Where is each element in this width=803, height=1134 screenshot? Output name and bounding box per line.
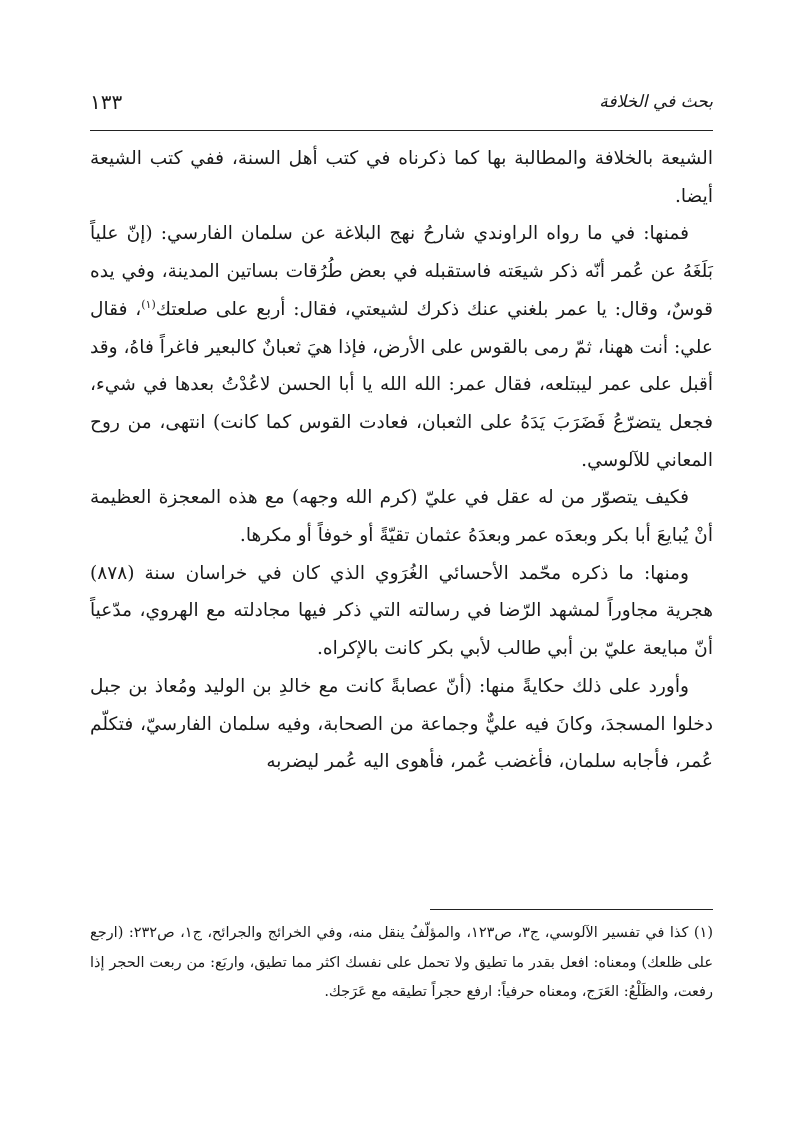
- footnote: (١) كذا في تفسير الآلوسي، ج٣، ص١٢٣، والمؤلّفُ ينقل منه، وفي الخرائج والجرائح، ج١، ص٢٣٢: (ارجع على ظلعك) ومعناه: افعل بقدر ما تطيق ولا تحمل على نفسك اكثر مما تطيق، واربَع: من ربعت الحجر إذا رفعت، والظَلْعُ: العَرَج، ومعناه حرفياً: ارفع حجراً تطيقه مع عَرَجك.: [90, 925, 713, 1000]
- main-text: [90, 140, 713, 781]
- paragraph-2: [90, 215, 713, 479]
- footnote-divider: [430, 909, 713, 910]
- running-title: بحث في الخلافة: [599, 92, 713, 112]
- paragraph-3: فكيف يتصوّر من له عقل في عليّ (كرم الله وجهه) مع هذه المعجزة العظيمة أنْ يُبايعَ أبا بكر وبعدَه عمر وبعدَهُ عثمان تقيّةً أو خوفاً أو مكرها.: [90, 487, 713, 547]
- header-divider: [90, 130, 713, 131]
- paragraph-1: الشيعة بالخلافة والمطالبة بها كما ذكرناه في كتب أهل السنة، ففي كتب الشيعة أيضا.: [90, 148, 713, 207]
- page-number: ١٣٣: [90, 90, 123, 114]
- page-header: [90, 92, 713, 124]
- paragraph-2-part-a: فمنها: في ما رواه الراوندي شارحُ نهج البلاغة عن سلمان الفارسي: (إنّ علياً بَلَغَهُ عن عُمر أنّه ذكر شيعَته فاستقبله في بعض طُرُقات بساتين المدينة، وفي يده قوسٌ، وقال: يا عمر بلغني عنك ذكرك لشيعتي، فقال: أربع على صلعتك: [90, 223, 713, 320]
- footnote-marker: (١): [141, 297, 156, 311]
- paragraph-4: ومنها: ما ذكره محّمد الأحسائي الغُرَوي الذي كان في خراسان سنة (٨٧٨) هجرية مجاوراً لمشهد الرّضا في رسالته التي ذكر فيها مجادلته مع الهروي، مدّعياً أنّ مبايعة عليّ بن أبي طالب لأبي بكر كانت بالإكراه.: [90, 562, 713, 660]
- paragraph-5: وأورد على ذلك حكايةً منها: (أنّ عصابةً كانت مع خالدِ بن الوليد ومُعاذ بن جبل دخلوا المسجدَ، وكانَ فيه عليٌّ وجماعة من الصحابة، وفيه سلمان الفارسيّ، فتكلّم عُمر، فأجابه سلمان، فأغضب عُمر، فأهوى اليه عُمر ليضربه: [90, 675, 713, 773]
- paragraph-2-part-b: ، فقال علي: أنت ههنا، ثمّ رمى بالقوس على الأرض، فإذا هيَ ثعبانٌ كالبعير فاغراً فاهُ، وقد أقبل على عمر ليبتلعه، فقال عمر: الله الله يا أبا الحسن لاعُدْتُ بعدها في شيء، فجعل يتضرّعُ فَضَرَبَ يَدَهُ على الثعبان، فعادت القوس كما كانت) انتهى، من روح المعاني للآلوسي.: [90, 298, 713, 471]
